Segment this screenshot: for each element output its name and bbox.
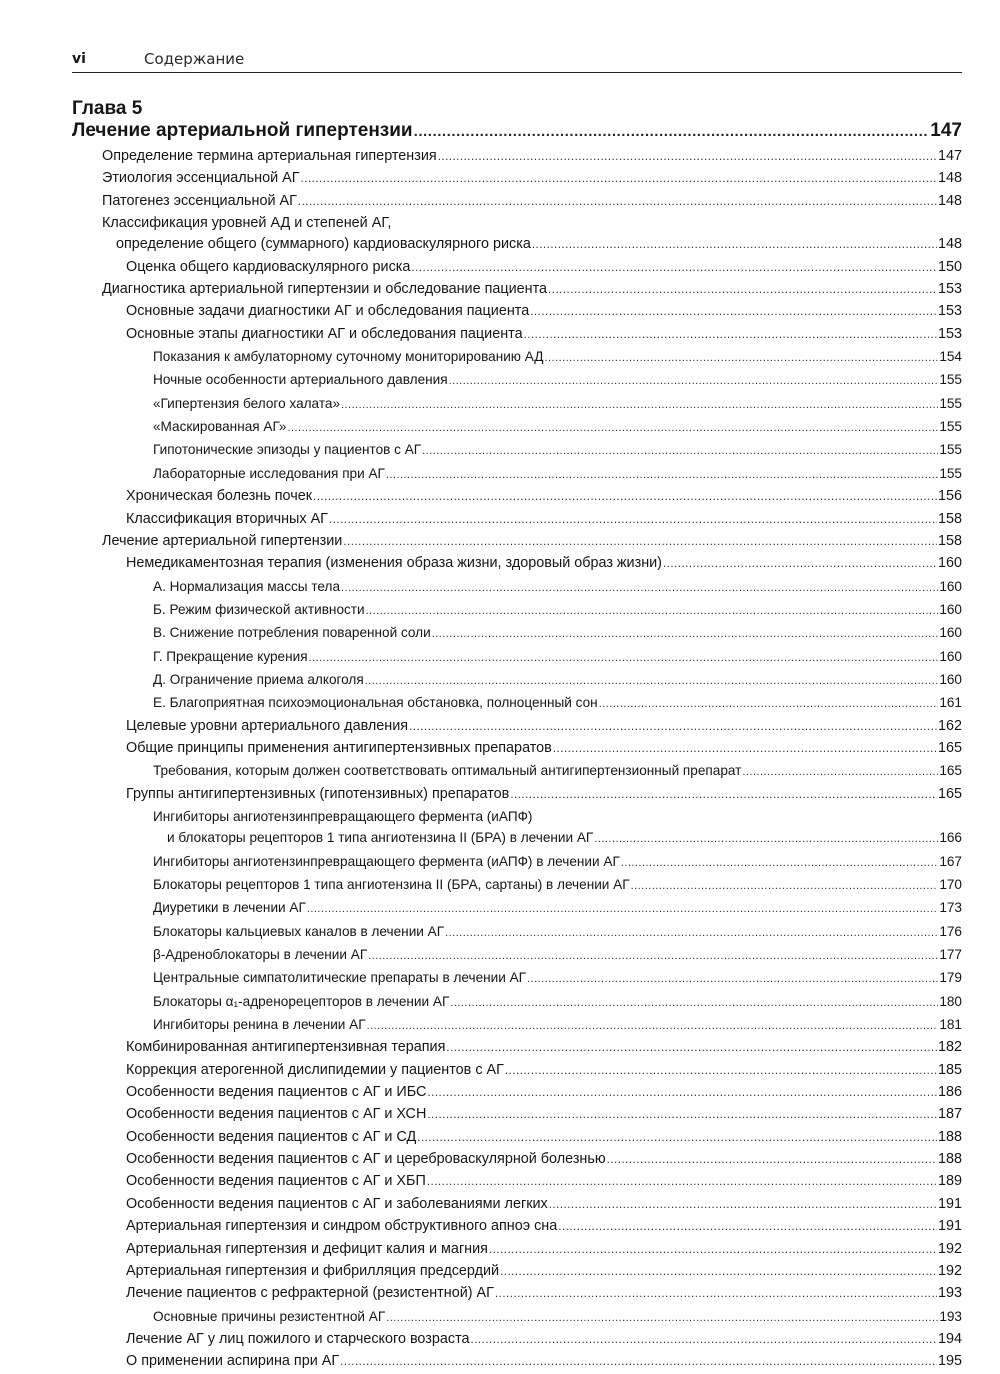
toc-entry-page: 154 — [939, 349, 962, 365]
toc-entry[interactable] — [153, 1306, 962, 1329]
toc-entry-page: 150 — [937, 258, 962, 275]
toc-entry-title: Этиология эссенциальной АГ — [102, 170, 300, 187]
dot-leader — [471, 1330, 937, 1351]
toc-entry[interactable] — [153, 874, 962, 897]
running-header — [72, 50, 962, 73]
toc-entry-page: 179 — [939, 970, 962, 986]
toc-entry-title: и блокаторы рецепторов 1 типа ангиотензина II (БРА) в лечении АГ — [167, 830, 594, 846]
toc-entry-title: Целевые уровни артериального давления — [126, 717, 409, 734]
dot-leader — [532, 235, 937, 256]
toc-entry-title: «Гипертензия белого халата» — [153, 395, 341, 411]
toc-entry[interactable] — [153, 463, 962, 486]
toc-entry-title: Особенности ведения пациентов с АГ и ХБП — [126, 1173, 426, 1190]
toc-entry-title: Особенности ведения пациентов с АГ и ХСН — [126, 1106, 427, 1123]
toc-entry-title: Хроническая болезнь почек — [126, 488, 313, 505]
toc-entry-page: 182 — [937, 1039, 962, 1056]
toc-entry[interactable] — [126, 1329, 962, 1351]
toc-entry-title: Лечение пациентов с рефрактерной (резистентной) АГ — [126, 1285, 494, 1302]
toc-entry-title: Коррекция атерогенной дислипидемии у пациентов с АГ — [126, 1061, 504, 1078]
toc-entry-page: 191 — [937, 1218, 962, 1235]
toc-entry-page: 194 — [937, 1330, 962, 1347]
toc-entry[interactable] — [153, 897, 962, 920]
toc-entry-title: Основные причины резистентной АГ — [153, 1308, 386, 1324]
toc-entry-page: 167 — [939, 853, 962, 869]
dot-leader — [309, 648, 939, 669]
toc-entry[interactable] — [126, 509, 962, 531]
dot-leader — [368, 946, 938, 967]
toc-entry-title: А. Нормализация массы тела — [153, 578, 341, 594]
toc-entry-title: определение общего (суммарного) кардиоваскулярного риска — [116, 236, 531, 253]
toc-entry-page: 161 — [939, 695, 962, 711]
toc-entry[interactable] — [126, 1171, 962, 1193]
dot-leader — [386, 1308, 938, 1329]
toc-entry[interactable] — [153, 646, 962, 669]
toc-entry-page: 170 — [939, 877, 962, 892]
toc-entry-title: О применении аспирина при АГ — [126, 1353, 340, 1370]
toc-entry-title: «Маскированная АГ» — [153, 419, 287, 435]
dot-leader — [489, 1240, 937, 1261]
toc-entry-title: Патогенез эссенциальной АГ — [102, 192, 297, 209]
toc-entry[interactable] — [126, 1149, 962, 1171]
toc-entry[interactable] — [153, 1014, 962, 1037]
toc-entry-page: 160 — [939, 601, 962, 617]
toc-entry-page: 188 — [937, 1128, 962, 1145]
dot-leader — [427, 1105, 937, 1126]
toc-entry-title: Гипотонические эпизоды у пациентов с АГ — [153, 442, 422, 458]
toc-entry-page: 155 — [939, 419, 962, 435]
toc-entry[interactable] — [126, 738, 962, 760]
toc-entry-title: β-Адреноблокаторы в лечении АГ — [153, 947, 368, 963]
dot-leader — [553, 739, 937, 760]
toc-entry[interactable] — [153, 944, 962, 967]
dot-leader — [524, 325, 937, 346]
dot-leader — [450, 993, 938, 1014]
dot-leader — [445, 923, 938, 944]
toc-entry-title: Центральные симпатолитические препараты в лечении АГ — [153, 970, 527, 986]
toc-entry-page: 186 — [937, 1084, 962, 1101]
toc-entry-page: 156 — [937, 488, 962, 505]
toc-entry-page: 148 — [937, 236, 962, 253]
toc-entry-title: Артериальная гипертензия и синдром обструктивного апноэ сна — [126, 1218, 558, 1235]
toc-entry-page: 153 — [937, 303, 962, 320]
dot-leader — [343, 532, 937, 553]
dot-leader — [427, 1083, 937, 1104]
toc-entry[interactable] — [153, 346, 962, 369]
toc-entry-page: 160 — [939, 625, 962, 641]
dot-leader — [432, 624, 939, 645]
toc-entry-title: Комбинированная антигипертензивная терапия — [126, 1039, 446, 1056]
toc-entry-text-line: Ингибиторы ангиотензинпревращающего фермента (иАПФ) — [153, 808, 533, 824]
toc-entry-page: 166 — [939, 830, 962, 846]
toc-entry[interactable] — [126, 1082, 962, 1104]
toc-entry[interactable] — [153, 851, 962, 874]
chapter-title: Лечение артериальной гипертензии — [72, 120, 413, 141]
toc-entry-title: Артериальная гипертензия и дефицит калия и магния — [126, 1240, 488, 1257]
dot-leader — [446, 1038, 937, 1059]
dot-leader — [301, 169, 937, 190]
toc-entry-title: Общие принципы применения антигипертензивных препаратов — [126, 739, 552, 756]
toc-entry-title: Г. Прекращение курения — [153, 648, 308, 664]
toc-entry-page: 165 — [937, 739, 962, 756]
toc-entry-title: В. Снижение потребления поваренной соли — [153, 625, 431, 641]
toc-entry[interactable] — [126, 1216, 962, 1238]
toc-entry[interactable] — [153, 416, 962, 439]
toc-entry-page: 192 — [937, 1262, 962, 1279]
toc-entry-page: 185 — [937, 1061, 962, 1078]
toc-entry-title: Особенности ведения пациентов с АГ и цереброваскулярной болезнью — [126, 1151, 606, 1168]
dot-leader — [422, 441, 938, 462]
toc-entry-page: 155 — [939, 395, 962, 411]
toc-entry[interactable] — [153, 369, 962, 392]
toc-entry[interactable] — [153, 967, 962, 990]
toc-entry[interactable] — [126, 1351, 962, 1373]
toc-entry[interactable] — [153, 921, 962, 944]
toc-entry-title: Особенности ведения пациентов с АГ и заболеваниями легких — [126, 1195, 548, 1212]
dot-leader — [298, 192, 937, 213]
dot-leader — [599, 694, 939, 715]
toc-entry-text-line: Классификация уровней АД и степеней АГ, — [102, 215, 392, 232]
toc-entry[interactable] — [153, 622, 962, 645]
header-running-title: Содержание — [144, 50, 245, 68]
dot-leader — [594, 829, 938, 850]
dot-leader — [663, 554, 937, 575]
toc-entry-page: 160 — [937, 555, 962, 572]
toc-entry-page: 148 — [937, 170, 962, 187]
toc-entry-title: Немедикаментозная терапия (изменения образа жизни, здоровый образ жизни) — [126, 555, 662, 572]
dot-leader — [742, 762, 938, 783]
toc-entry-title: Оценка общего кардиоваскулярного риска — [126, 258, 411, 275]
toc-entry-title: Основные этапы диагностики АГ и обследования пациента — [126, 325, 523, 342]
dot-leader — [367, 1016, 939, 1037]
chapter-title-row[interactable] — [72, 120, 962, 144]
toc-entry-page: 176 — [939, 923, 962, 939]
toc-entry-page: 160 — [939, 648, 962, 664]
toc-entry-title: Определение термина артериальная гипертензия — [102, 148, 437, 164]
dot-leader — [414, 123, 930, 140]
toc-entry[interactable] — [153, 439, 962, 462]
toc-entry[interactable] — [153, 760, 962, 783]
toc-entry-title: Диуретики в лечении АГ — [153, 900, 306, 916]
toc-entry-title: Ингибиторы ангиотензинпревращающего фермента (иАПФ) в лечении АГ — [153, 853, 620, 869]
dot-leader — [287, 418, 938, 439]
toc-entry[interactable] — [153, 669, 962, 692]
toc-entry-page: 195 — [937, 1353, 962, 1370]
toc-entry[interactable] — [126, 324, 962, 346]
toc-entry-page: 188 — [937, 1151, 962, 1168]
toc-entry[interactable] — [126, 1261, 962, 1283]
toc-entry-page: 162 — [937, 717, 962, 734]
toc-entry-title: Лечение АГ у лиц пожилого и старческого возраста — [126, 1330, 470, 1347]
toc-entry-title: Б. Режим физической активности — [153, 601, 365, 617]
toc-entry-page: 180 — [939, 993, 962, 1009]
toc-entry-title: Особенности ведения пациентов с АГ и ИБС — [126, 1084, 427, 1101]
toc-entry-page: 158 — [937, 510, 962, 527]
toc-entry-page: 155 — [939, 442, 962, 458]
toc-entry-title: Ингибиторы ренина в лечении АГ — [153, 1017, 366, 1033]
toc-entry[interactable] — [102, 191, 962, 213]
toc-entry-page: 189 — [937, 1173, 962, 1190]
dot-leader — [607, 1150, 937, 1171]
toc-entry[interactable] — [126, 553, 962, 575]
dot-leader — [365, 671, 939, 692]
toc-entry[interactable] — [126, 257, 962, 279]
toc-entry[interactable] — [126, 1127, 962, 1149]
toc-entry-title: Ночные особенности артериального давления — [153, 372, 448, 388]
toc-entry[interactable] — [167, 827, 962, 850]
toc-entry-page: 191 — [937, 1195, 962, 1212]
toc-entry[interactable] — [102, 168, 962, 190]
toc-entry-page: 160 — [939, 671, 962, 687]
toc-entry-page: 153 — [937, 325, 962, 342]
dot-leader — [386, 465, 938, 486]
toc-entry[interactable] — [126, 1104, 962, 1126]
toc-entry-title: Лечение артериальной гипертензии — [102, 532, 343, 549]
toc-entry-title: Показания к амбулаторному суточному мониторированию АД — [153, 349, 544, 365]
dot-leader — [313, 487, 937, 508]
toc-entry[interactable] — [116, 234, 962, 256]
toc-entry-title: Диагностика артериальной гипертензии и обследование пациента — [102, 281, 548, 298]
toc-entry[interactable] — [102, 279, 962, 301]
toc-entry[interactable] — [102, 146, 962, 168]
dot-leader — [495, 1284, 937, 1305]
toc-entry-title: Д. Ограничение приема алкоголя — [153, 671, 364, 687]
chapter-number: Глава 5 — [72, 98, 143, 119]
dot-leader — [505, 1061, 937, 1082]
toc-entry-page: 155 — [939, 372, 962, 388]
toc-entry-title: Особенности ведения пациентов с АГ и СД — [126, 1128, 417, 1145]
toc-entry[interactable] — [126, 301, 962, 323]
toc-entry-page: 158 — [937, 532, 962, 549]
toc-entry-title: Требования, которым должен соответствовать оптимальный антигипертензионный препарат — [153, 763, 742, 779]
dot-leader — [417, 1128, 937, 1149]
dot-leader — [341, 578, 938, 599]
dot-leader — [341, 395, 938, 416]
toc-entry-page: 160 — [939, 578, 962, 594]
toc-entry-page: 181 — [939, 1017, 962, 1033]
dot-leader — [548, 280, 937, 301]
dot-leader — [527, 969, 938, 990]
toc-entry[interactable] — [102, 531, 962, 553]
dot-leader — [427, 1172, 937, 1193]
toc-entry-page: 193 — [939, 1308, 962, 1324]
dot-leader — [549, 1195, 937, 1216]
dot-leader — [411, 258, 937, 279]
toc-entry-title: Блокаторы рецепторов 1 типа ангиотензина II (БРА, сартаны) в лечении АГ — [153, 877, 630, 892]
toc-entry-page: 148 — [937, 192, 962, 209]
toc-entry[interactable] — [126, 1239, 962, 1261]
toc-entry-page: 155 — [939, 465, 962, 481]
header-page-number: vi — [72, 51, 86, 67]
toc-entry-page: 153 — [937, 281, 962, 298]
toc-entry-title: Артериальная гипертензия и фибрилляция предсердий — [126, 1262, 500, 1279]
toc-entry-page: 187 — [937, 1106, 962, 1123]
toc-entry-title: Группы антигипертензивных (гипотензивных) препаратов — [126, 785, 510, 802]
dot-leader — [631, 876, 939, 897]
dot-leader — [510, 785, 937, 806]
dot-leader — [438, 147, 937, 168]
toc-entry-title: Е. Благоприятная психоэмоциональная обстановка, полноценный сон — [153, 695, 598, 711]
dot-leader — [545, 348, 939, 369]
toc-entry-page: 193 — [937, 1285, 962, 1302]
toc-entry[interactable] — [126, 486, 962, 508]
toc-entry-title: Классификация вторичных АГ — [126, 510, 328, 527]
table-of-contents — [0, 146, 1000, 1374]
toc-entry-title: Основные задачи диагностики АГ и обследования пациента — [126, 303, 530, 320]
toc-entry[interactable] — [126, 1037, 962, 1059]
dot-leader — [500, 1262, 937, 1283]
toc-entry-page: 165 — [939, 763, 962, 779]
dot-leader — [329, 510, 937, 531]
toc-entry[interactable] — [126, 716, 962, 738]
dot-leader — [409, 717, 937, 738]
toc-entry[interactable] — [153, 991, 962, 1014]
toc-entry[interactable] — [153, 393, 962, 416]
dot-leader — [530, 302, 937, 323]
toc-entry-title: Блокаторы α₁-адренорецепторов в лечении АГ — [153, 993, 450, 1009]
dot-leader — [366, 601, 939, 622]
dot-leader — [307, 899, 938, 920]
toc-entry-page: 173 — [939, 900, 962, 916]
dot-leader — [340, 1352, 937, 1373]
toc-entry-title: Блокаторы кальциевых каналов в лечении АГ — [153, 923, 445, 939]
toc-entry[interactable] — [153, 599, 962, 622]
toc-entry-page: 177 — [939, 947, 962, 963]
toc-entry[interactable] — [153, 576, 962, 599]
toc-entry[interactable] — [126, 1060, 962, 1082]
toc-entry[interactable] — [126, 784, 962, 806]
toc-entry[interactable] — [126, 1283, 962, 1305]
toc-entry-page: 165 — [937, 785, 962, 802]
toc-entry-page: 147 — [937, 148, 962, 164]
toc-entry-title: Лабораторные исследования при АГ — [153, 465, 385, 481]
toc-entry[interactable] — [126, 1194, 962, 1216]
toc-entry-page: 192 — [937, 1240, 962, 1257]
dot-leader — [621, 853, 939, 874]
toc-entry[interactable] — [153, 692, 962, 715]
chapter-page: 147 — [930, 120, 962, 141]
dot-leader — [558, 1217, 937, 1238]
dot-leader — [449, 371, 939, 392]
